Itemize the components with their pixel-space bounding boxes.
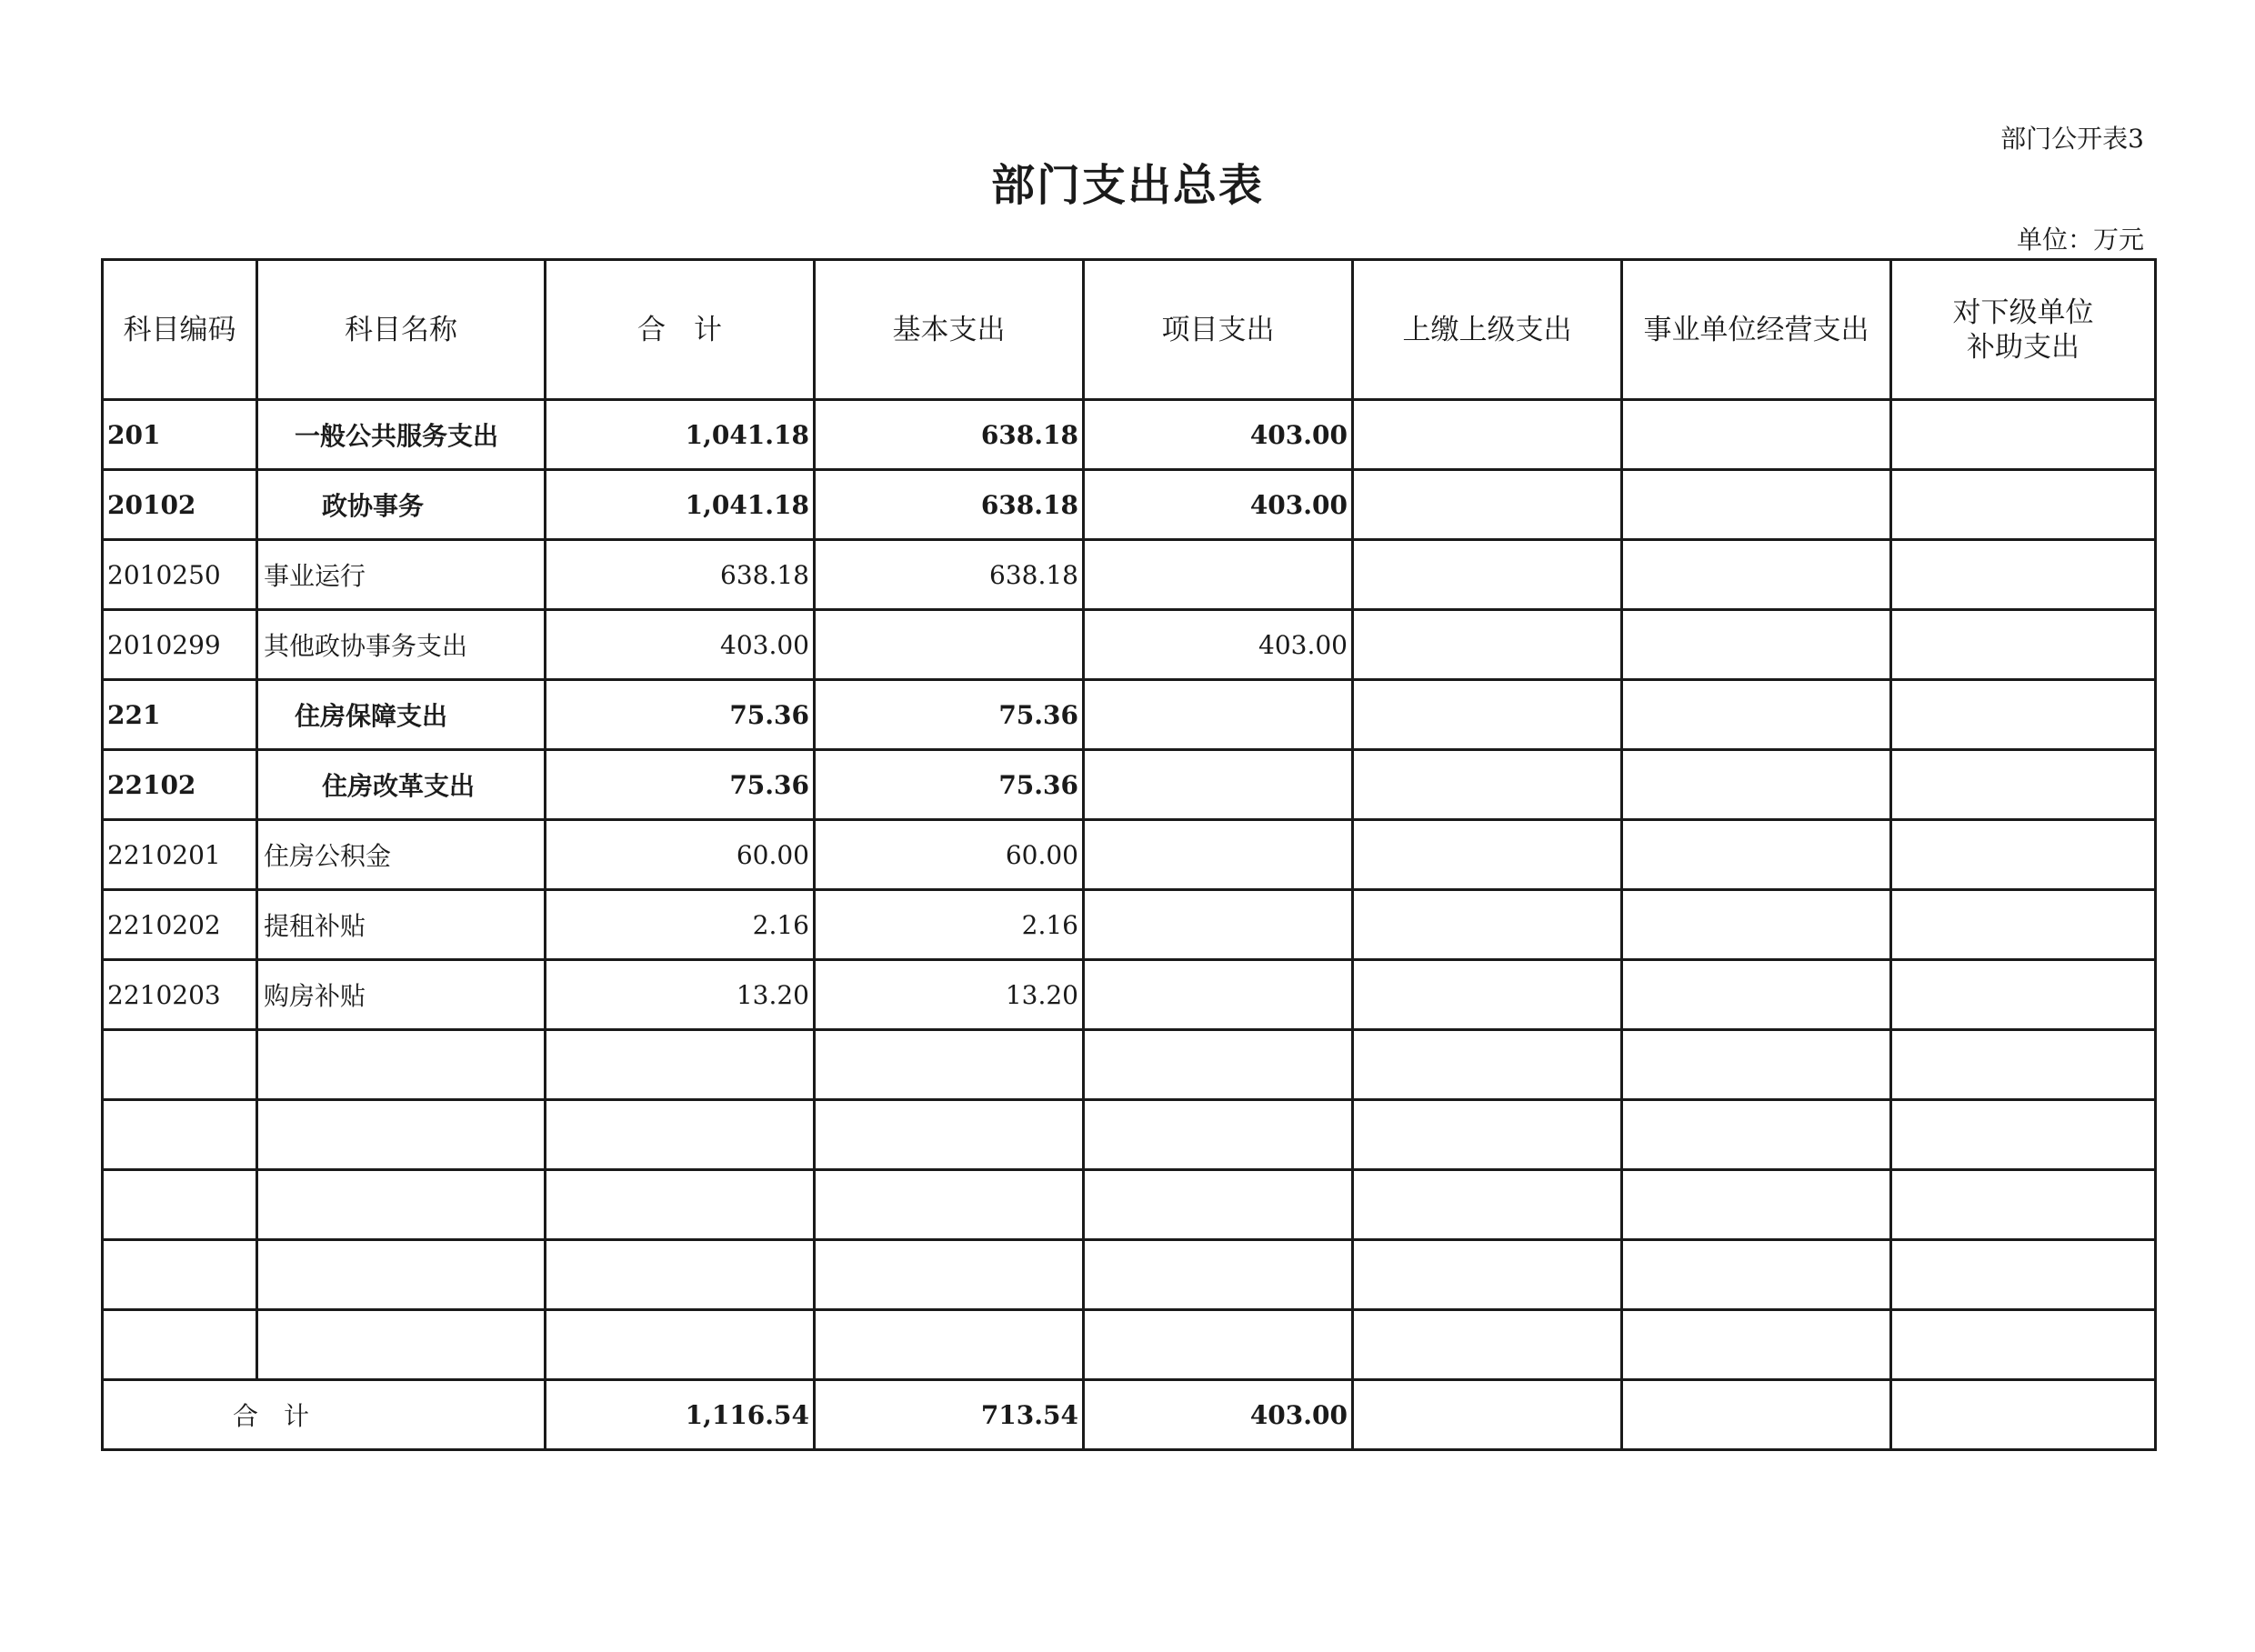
cell-total: 75.36 [546, 750, 815, 820]
total-row-project: 403.00 [1084, 1380, 1353, 1450]
header-subject-code: 科目编码 [103, 260, 257, 400]
cell-subordinate-subsidy [1891, 890, 2156, 960]
total-row-subordinate-subsidy [1891, 1380, 2156, 1450]
header-subordinate-subsidy [1891, 260, 2156, 400]
table-row-empty [103, 1100, 2156, 1170]
table-row [103, 400, 2156, 470]
cell-empty [1084, 1240, 1353, 1310]
cell-basic-expenditure: 13.20 [815, 960, 1084, 1030]
total-row [103, 1380, 2156, 1450]
cell-subject-code: 2210203 [103, 960, 257, 1030]
cell-empty [546, 1100, 815, 1170]
table-row [103, 610, 2156, 680]
cell-subject-code: 2210201 [103, 820, 257, 890]
total-row-label: 合 计 [103, 1380, 546, 1450]
table-row [103, 680, 2156, 750]
cell-subject-code: 2010299 [103, 610, 257, 680]
cell-subject-code: 221 [103, 680, 257, 750]
header-remit-superior: 上缴上级支出 [1353, 260, 1622, 400]
cell-business-operation [1622, 820, 1891, 890]
table-row-empty [103, 1030, 2156, 1100]
table-header-row [103, 260, 2156, 400]
cell-business-operation [1622, 890, 1891, 960]
cell-project-expenditure [1084, 820, 1353, 890]
header-total: 合 计 [546, 260, 815, 400]
cell-empty [546, 1170, 815, 1240]
cell-subject-code: 201 [103, 400, 257, 470]
cell-empty [1353, 1100, 1622, 1170]
cell-empty [257, 1030, 546, 1100]
cell-basic-expenditure: 75.36 [815, 680, 1084, 750]
cell-subordinate-subsidy [1891, 610, 2156, 680]
table-row [103, 750, 2156, 820]
cell-remit-superior [1353, 610, 1622, 680]
cell-subject-name: 提租补贴 [257, 890, 546, 960]
cell-subject-name: 住房保障支出 [257, 680, 546, 750]
cell-empty [1622, 1310, 1891, 1380]
cell-project-expenditure [1084, 750, 1353, 820]
total-row-total: 1,116.54 [546, 1380, 815, 1450]
cell-total: 1,041.18 [546, 400, 815, 470]
cell-empty [103, 1030, 257, 1100]
cell-subject-name: 其他政协事务支出 [257, 610, 546, 680]
cell-empty [815, 1240, 1084, 1310]
cell-remit-superior [1353, 680, 1622, 750]
cell-empty [815, 1030, 1084, 1100]
cell-empty [1353, 1310, 1622, 1380]
page-title: 部门支出总表 [990, 160, 1264, 211]
cell-total: 13.20 [546, 960, 815, 1030]
cell-subject-code: 20102 [103, 470, 257, 540]
cell-remit-superior [1353, 750, 1622, 820]
cell-remit-superior [1353, 400, 1622, 470]
cell-project-expenditure: 403.00 [1084, 610, 1353, 680]
cell-business-operation [1622, 540, 1891, 610]
cell-empty [1891, 1170, 2156, 1240]
cell-subject-code: 22102 [103, 750, 257, 820]
cell-empty [1084, 1170, 1353, 1240]
cell-project-expenditure: 403.00 [1084, 470, 1353, 540]
cell-empty [1084, 1310, 1353, 1380]
cell-project-expenditure: 403.00 [1084, 400, 1353, 470]
cell-empty [1622, 1240, 1891, 1310]
cell-empty [1622, 1170, 1891, 1240]
cell-empty [103, 1170, 257, 1240]
cell-basic-expenditure: 2.16 [815, 890, 1084, 960]
cell-business-operation [1622, 680, 1891, 750]
cell-empty [1891, 1310, 2156, 1380]
cell-empty [1891, 1100, 2156, 1170]
header-subject-name: 科目名称 [257, 260, 546, 400]
cell-empty [1622, 1100, 1891, 1170]
cell-project-expenditure [1084, 960, 1353, 1030]
header-subordinate-subsidy-line2: 补助支出 [1967, 330, 2080, 364]
cell-empty [546, 1310, 815, 1380]
cell-total: 638.18 [546, 540, 815, 610]
cell-subordinate-subsidy [1891, 540, 2156, 610]
table-row-empty [103, 1240, 2156, 1310]
table-row [103, 470, 2156, 540]
cell-empty [1891, 1240, 2156, 1310]
cell-total: 60.00 [546, 820, 815, 890]
cell-empty [1891, 1030, 2156, 1100]
cell-basic-expenditure: 638.18 [815, 400, 1084, 470]
cell-business-operation [1622, 960, 1891, 1030]
cell-empty [103, 1240, 257, 1310]
cell-empty [257, 1170, 546, 1240]
header-project-expenditure: 项目支出 [1084, 260, 1353, 400]
cell-subject-code: 2010250 [103, 540, 257, 610]
cell-subject-name: 住房改革支出 [257, 750, 546, 820]
cell-project-expenditure [1084, 680, 1353, 750]
cell-project-expenditure [1084, 890, 1353, 960]
cell-total: 2.16 [546, 890, 815, 960]
cell-subject-name: 事业运行 [257, 540, 546, 610]
cell-empty [1353, 1170, 1622, 1240]
unit-label: 单位：万元 [2016, 225, 2144, 255]
cell-business-operation [1622, 470, 1891, 540]
cell-empty [103, 1100, 257, 1170]
cell-business-operation [1622, 400, 1891, 470]
cell-empty [1084, 1030, 1353, 1100]
cell-empty [103, 1310, 257, 1380]
cell-subordinate-subsidy [1891, 400, 2156, 470]
cell-remit-superior [1353, 820, 1622, 890]
cell-business-operation [1622, 610, 1891, 680]
cell-business-operation [1622, 750, 1891, 820]
table-row [103, 540, 2156, 610]
cell-basic-expenditure: 75.36 [815, 750, 1084, 820]
total-row-remit-superior [1353, 1380, 1622, 1450]
header-basic-expenditure: 基本支出 [815, 260, 1084, 400]
cell-remit-superior [1353, 890, 1622, 960]
cell-remit-superior [1353, 470, 1622, 540]
cell-subordinate-subsidy [1891, 680, 2156, 750]
table-row [103, 960, 2156, 1030]
table-row-empty [103, 1310, 2156, 1380]
cell-subject-name: 政协事务 [257, 470, 546, 540]
header-business-operation: 事业单位经营支出 [1622, 260, 1891, 400]
cell-basic-expenditure [815, 610, 1084, 680]
total-row-basic: 713.54 [815, 1380, 1084, 1450]
cell-empty [1084, 1100, 1353, 1170]
cell-project-expenditure [1084, 540, 1353, 610]
cell-total: 1,041.18 [546, 470, 815, 540]
cell-empty [546, 1030, 815, 1100]
cell-empty [257, 1240, 546, 1310]
cell-basic-expenditure: 60.00 [815, 820, 1084, 890]
cell-subject-code: 2210202 [103, 890, 257, 960]
table-row-empty [103, 1170, 2156, 1240]
form-code: 部门公开表3 [2000, 124, 2144, 154]
cell-empty [815, 1100, 1084, 1170]
cell-subordinate-subsidy [1891, 470, 2156, 540]
cell-subject-name: 一般公共服务支出 [257, 400, 546, 470]
cell-remit-superior [1353, 960, 1622, 1030]
table-row [103, 820, 2156, 890]
header-subordinate-subsidy-line1: 对下级单位 [1952, 295, 2094, 329]
cell-empty [1353, 1030, 1622, 1100]
cell-subordinate-subsidy [1891, 820, 2156, 890]
cell-basic-expenditure: 638.18 [815, 540, 1084, 610]
cell-subordinate-subsidy [1891, 960, 2156, 1030]
cell-empty [257, 1100, 546, 1170]
cell-subject-name: 购房补贴 [257, 960, 546, 1030]
cell-subordinate-subsidy [1891, 750, 2156, 820]
cell-remit-superior [1353, 540, 1622, 610]
cell-empty [257, 1310, 546, 1380]
total-row-business-operation [1622, 1380, 1891, 1450]
cell-total: 403.00 [546, 610, 815, 680]
cell-empty [815, 1170, 1084, 1240]
table-row [103, 890, 2156, 960]
cell-empty [815, 1310, 1084, 1380]
cell-empty [1353, 1240, 1622, 1310]
cell-total: 75.36 [546, 680, 815, 750]
cell-empty [546, 1240, 815, 1310]
cell-empty [1622, 1030, 1891, 1100]
cell-subject-name: 住房公积金 [257, 820, 546, 890]
expenditure-table [101, 258, 2157, 1451]
table-body [103, 400, 2156, 1450]
cell-basic-expenditure: 638.18 [815, 470, 1084, 540]
